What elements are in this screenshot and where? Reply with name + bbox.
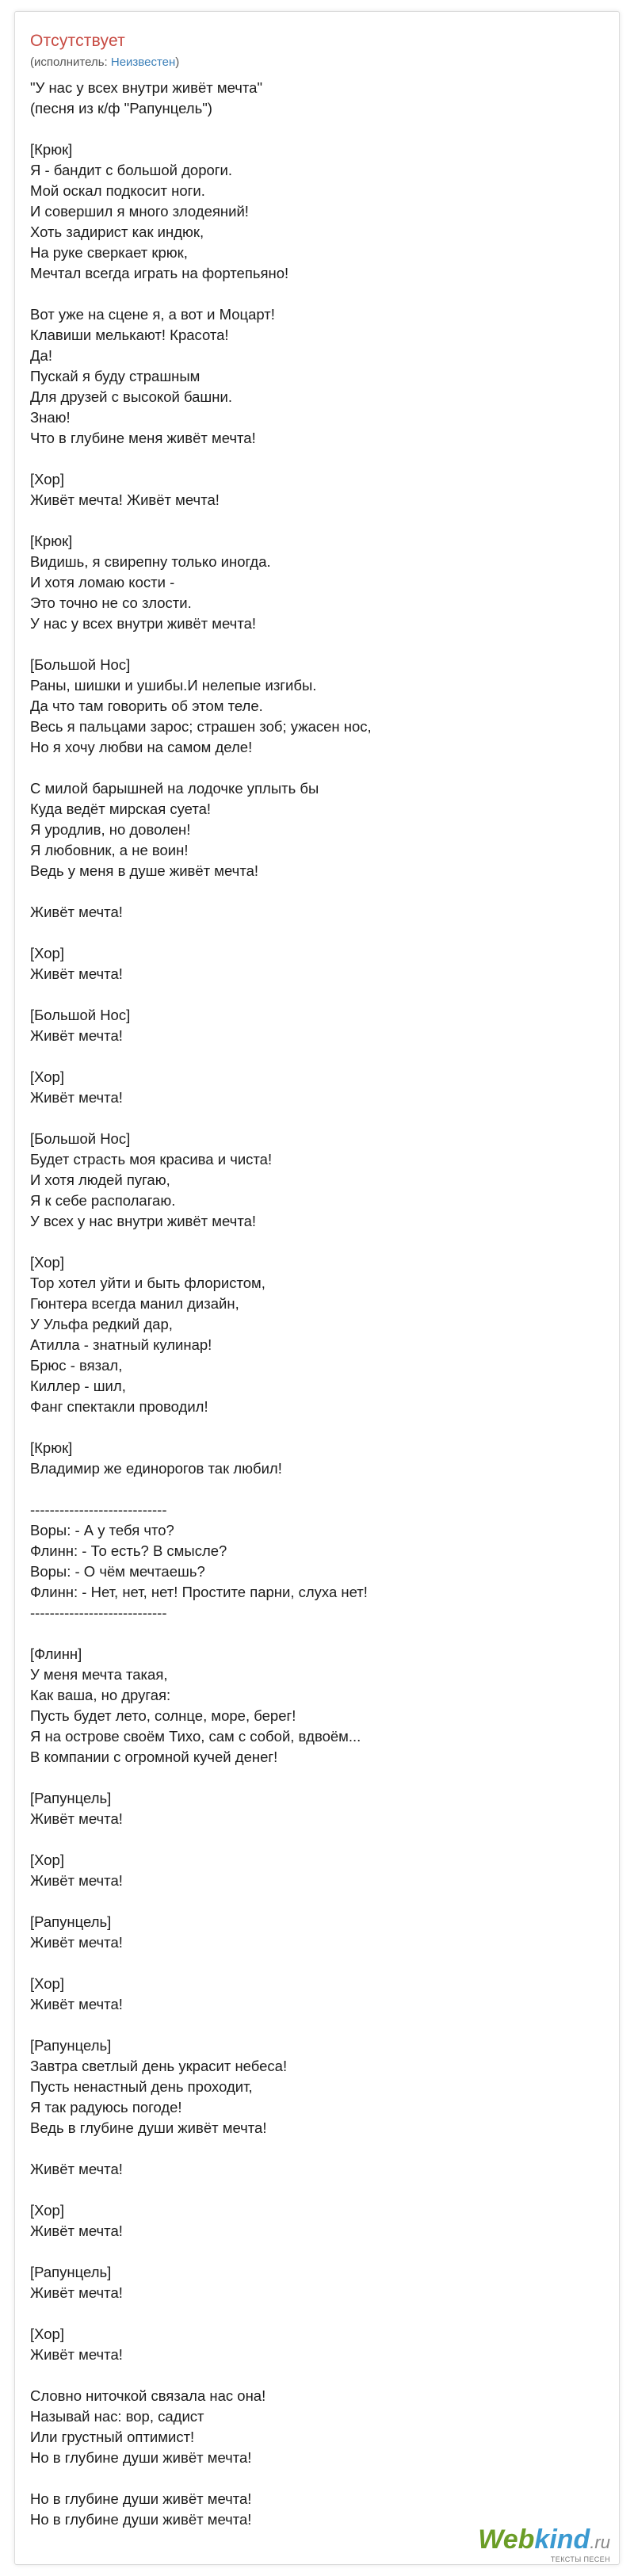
- webkind-wordmark: [478, 2525, 610, 2557]
- webkind-logo[interactable]: [478, 2525, 610, 2563]
- artist-prefix: (исполнитель:: [30, 55, 111, 69]
- logo-kind: kind: [534, 2524, 590, 2555]
- artist-line: [30, 55, 179, 69]
- lyrics-text: "У нас у всех внутри живёт мечта" (песня из к/ф "Рапунцель") [Крюк] Я - бандит с большой дороги. Мой оскал подкосит ноги. И совершил я много злодеяний! Хоть задирист как индюк, На руке сверкает крюк, Мечтал всегда играть на фортепьяно! Вот уже на сцене я, а вот и Моцарт! Клавиши мелькают! Красота! Да! Пускай я буду страшным Для друзей с высокой башни. Знаю! Что в глубине меня живёт мечта! [Хор] Живёт мечта! Живёт мечта! [Крюк] Видишь, я свирепну только иногда. И хотя ломаю кости - Это точно не со злости. У нас у всех внутри живёт мечта! [Большой Нос] Раны, шишки и ушибы.И нелепые изгибы. Да что там говорить об этом теле. Весь я пальцами зарос; страшен зоб; ужасен нос, Но я хочу любви на самом деле! С милой барышней на лодочке уплыть бы Куда ведёт мирская суета! Я уродлив, но доволен! Я любовник, а не воин! Ведь у меня в душе живёт мечта! Живёт мечта! [Хор] Живёт мечта! [Большой Нос] Живёт мечта! [Хор] Живёт мечта! [Большой Нос] Будет страсть моя красива и чиста! И хотя людей пугаю, Я к себе располагаю. У всех у нас внутри живёт мечта! [Хор] Тор хотел уйти и быть флористом, Гюнтера всегда манил дизайн, У Ульфа редкий дар, Атилла - знатный кулинар! Брюс - вязал, Киллер - шил, Фанг спектакли проводил! [Крюк] Владимир же единорогов так любил! ---------------------------- Воры: - А у тебя что? Флинн: - То есть? В смысле? Воры: - О чём мечтаешь? Флинн: - Нет, нет, нет! Простите парни, слуха нет! ---------------------------- [Флинн] У меня мечта такая, Как ваша, но другая: Пусть будет лето, солнце, море, берег! Я на острове своём Тихо, сам с собой, вдвоём... В компании с огромной кучей денег! [Рапунцель] Живёт мечта! [Хор] Живёт мечта! [Рапунцель] Живёт мечта! [Хор] Живёт мечта! [Рапунцель] Завтра светлый день украсит небеса! Пусть ненастный день проходит, Я так радуюсь погоде! Ведь в глубине души живёт мечта! Живёт мечта! [Хор] Живёт мечта! [Рапунцель] Живёт мечта! [Хор] Живёт мечта! Словно ниточкой связала нас она! Называй нас: вор, садист Или грустный оптимист! Но в глубине души живёт мечта! Но в глубине души живёт мечта! Но в глубине души живёт мечта!: [30, 79, 372, 2528]
- song-title: Отсутствует: [30, 32, 125, 50]
- logo-tagline: ТЕКСТЫ ПЕСЕН: [550, 2555, 610, 2563]
- artist-suffix: ): [175, 55, 180, 69]
- logo-web: Web: [478, 2524, 535, 2555]
- logo-ru: .ru: [590, 2532, 610, 2552]
- artist-link[interactable]: Неизвестен: [110, 55, 176, 69]
